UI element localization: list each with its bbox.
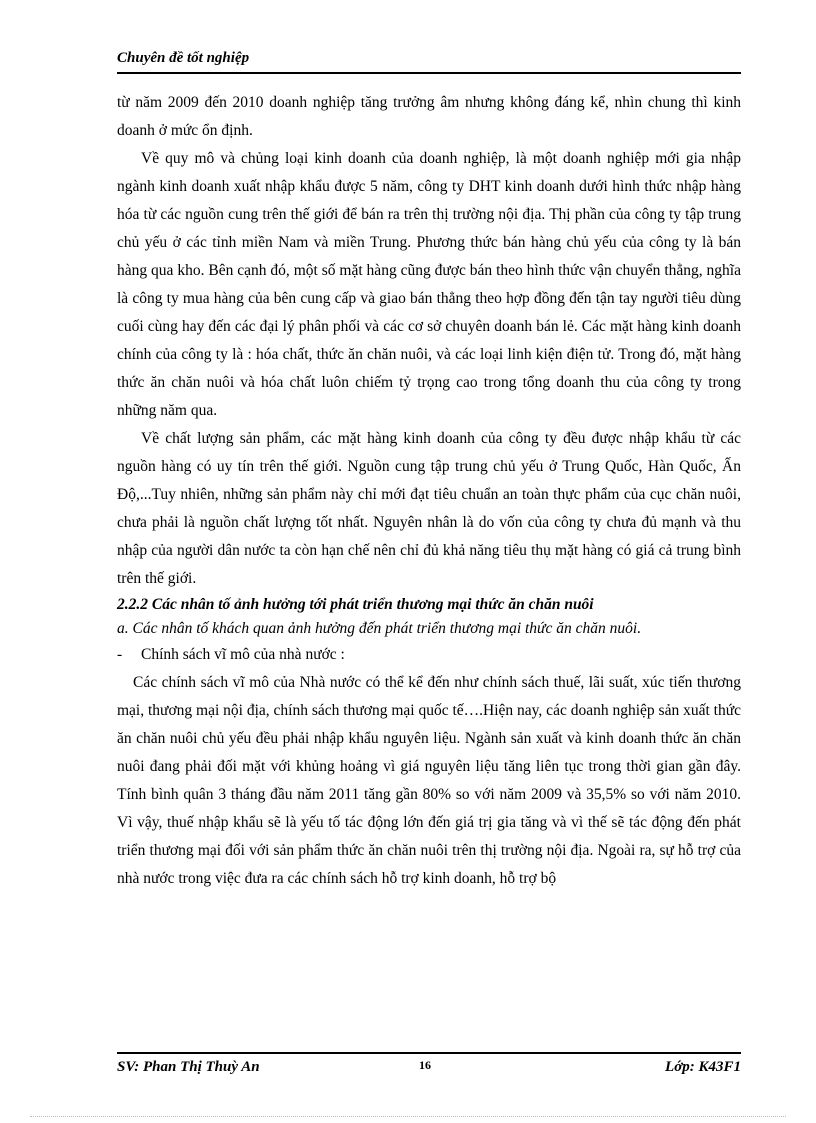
- paragraph-macro-policy: Các chính sách vĩ mô của Nhà nước có thể kể đến như chính sách thuế, lãi suất, xúc tiến thương mại, thương mại nội địa, chính sách thương mại quốc tế….Hiện nay, các doanh nghiệp sản xuất thức ăn chăn nuôi chủ yếu đều phải nhập khẩu nguyên liệu. Ngành sản xuất và kinh doanh thức ăn chăn nuôi đang phải đối mặt với khủng hoảng vì giá nguyên liệu tăng liên tục trong thời gian gần đây. Tính bình quân 3 tháng đầu năm 2011 tăng gần 80% so với năm 2009 và 35,5% so với năm 2010. Vì vậy, thuế nhập khẩu sẽ là yếu tố tác động lớn đến giá trị gia tăng và vì thế sẽ tác động đến phát triển thương mại đối với sản phẩm thức ăn chăn nuôi trên thị trường nội địa. Ngoài ra, sự hỗ trợ của nhà nước trong việc đưa ra các chính sách hỗ trợ kinh doanh, hỗ trợ bộ: [117, 674, 741, 887]
- header-rule: [117, 72, 741, 74]
- section-heading: 2.2.2 Các nhân tố ảnh hưởng tới phát triển thương mại thức ăn chăn nuôi: [117, 596, 594, 613]
- header-title: Chuyên đề tốt nghiệp: [117, 50, 250, 66]
- page-number: 16: [419, 1058, 431, 1072]
- paragraph-product-quality: Về chất lượng sản phẩm, các mặt hàng kinh doanh của công ty đều được nhập khẩu từ các nguồn hàng có uy tín trên thế giới. Nguồn cung tập trung chủ yếu ở Trung Quốc, Hàn Quốc, Ấn Độ,...Tuy nhiên, những sản phẩm này chỉ mới đạt tiêu chuẩn an toàn thực phẩm của cục chăn nuôi, chưa phải là nguồn chất lượng tốt nhất. Nguyên nhân là do vốn của công ty chưa đủ mạnh và thu nhập của người dân nước ta còn hạn chế nên chỉ đủ khả năng tiêu thụ mặt hàng có giá cả trung bình trên thế giới.: [117, 430, 741, 587]
- page-bottom-border: [30, 1116, 786, 1117]
- footer-rule: [117, 1052, 741, 1054]
- paragraph-business-scale: Về quy mô và chủng loại kinh doanh của doanh nghiệp, là một doanh nghiệp mới gia nhập ngành kinh doanh xuất nhập khẩu được 5 năm, công ty DHT kinh doanh dưới hình thức nhập hàng hóa từ các nguồn cung trên thế giới để bán ra trên thị trường nội địa. Thị phần của công ty tập trung chủ yếu ở các tỉnh miền Nam và miền Trung. Phương thức bán hàng chủ yếu của công ty là bán hàng qua kho. Bên cạnh đó, một số mặt hàng cũng được bán theo hình thức vận chuyển thẳng, nghĩa là công ty mua hàng của bên cung cấp và giao bán thẳng theo hợp đồng đến tận tay người tiêu dùng cuối cùng hay đến các đại lý phân phối và các cơ sở chuyên doanh bán lẻ. Các mặt hàng kinh doanh chính của công ty là : hóa chất, thức ăn chăn nuôi, và các loại linh kiện điện tử. Trong đó, mặt hàng thức ăn chăn nuôi và hóa chất luôn chiếm tỷ trọng cao trong tổng doanh thu của công ty trong những năm qua.: [117, 150, 741, 419]
- paragraph-continuation: từ năm 2009 đến 2010 doanh nghiệp tăng trưởng âm nhưng không đáng kể, nhìn chung thì kinh doanh ở mức ổn định.: [117, 94, 741, 139]
- subsection-heading: a. Các nhân tố khách quan ảnh hưởng đến phát triển thương mại thức ăn chăn nuôi.: [117, 620, 642, 637]
- footer-class: Lớp: K43F1: [665, 1059, 741, 1075]
- footer-student-name: SV: Phan Thị Thuỳ An: [117, 1059, 260, 1075]
- page-content: [117, 89, 741, 893]
- page-header: [117, 48, 741, 68]
- page-footer: [117, 1052, 741, 1092]
- bullet-item: [117, 641, 741, 669]
- bullet-dash: -: [117, 646, 123, 663]
- bullet-text: Chính sách vĩ mô của nhà nước :: [141, 646, 345, 663]
